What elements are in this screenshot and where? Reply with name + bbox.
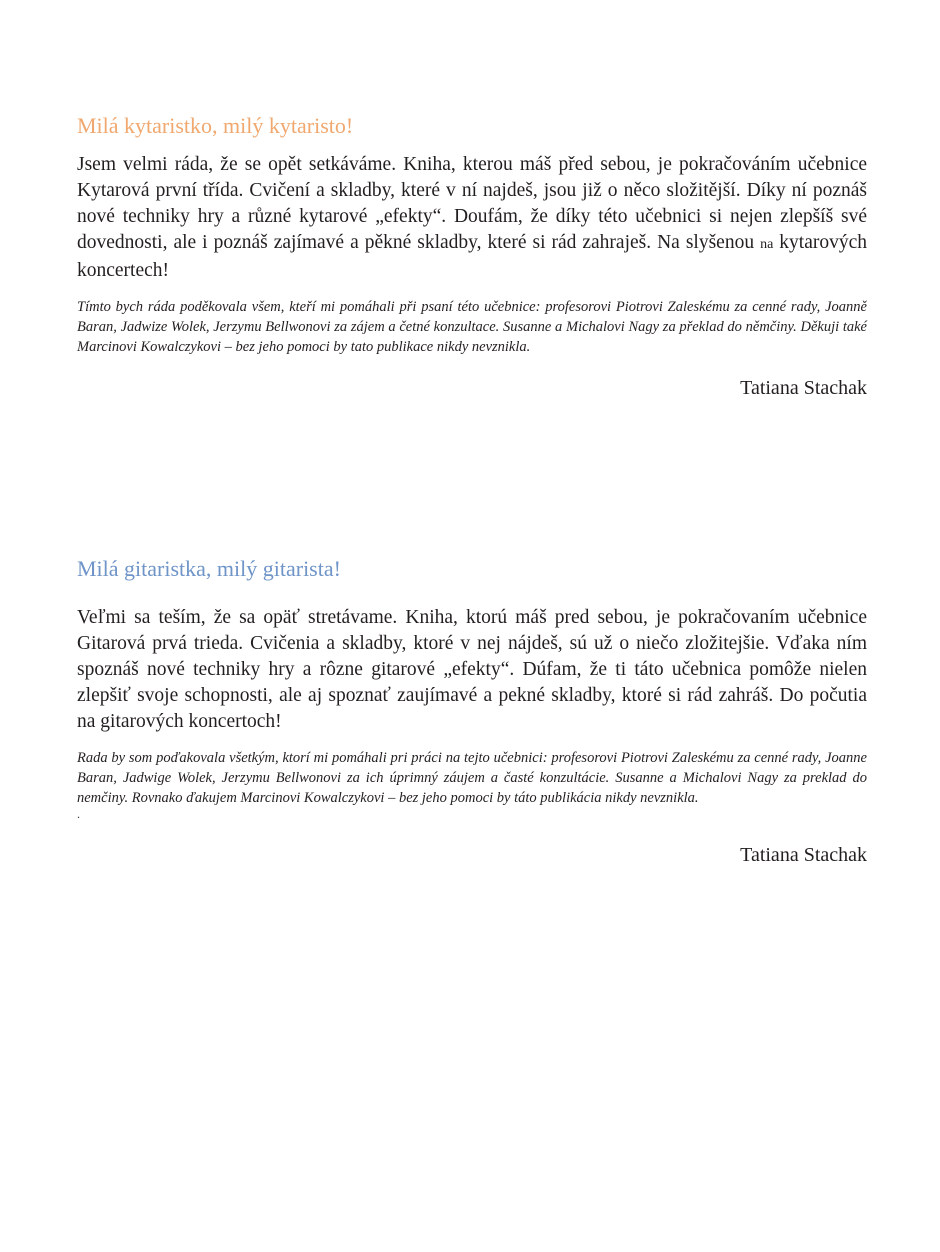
slovak-greeting: Milá gitaristka, milý gitarista! xyxy=(77,556,341,581)
czech-acknowledgements: Tímto bych ráda poděkovala všem, kteří mi pomáhali při psaní této učebnice: profesorovi Piotrovi Zaleskému za cenné rady, Joanně Baran, Jadwize Wolek, Jerzymu Bellwonovi za zájem a četné konzultace. Susanne a Michalovi Nagy za překlad do němčiny. Děkuji také Marcinovi Kowalczykovi – bez jeho pomoci by tato publikace nikdy nevznikla. xyxy=(77,299,867,355)
czech-body-paragraph xyxy=(77,152,867,284)
slovak-section xyxy=(77,553,867,868)
czech-body-end-text: kytarových koncertech! xyxy=(77,232,867,281)
czech-greeting: Milá kytaristko, milý kytaristo! xyxy=(77,113,354,138)
slovak-acknowledgements: Rada by som poďakovala všetkým, ktorí mi pomáhali pri práci na tejto učebnici: profesorovi Piotrovi Zaleskému za cenné rady, Joanne Baran, Jadwige Wolek, Jerzymu Bellwonovi za ich úprimný záujem a časté konzultácie. Susanne a Michalovi Nagy za preklad do nemčiny. Rovnako ďakujem Marcinovi Kowalczykovi – bez jeho pomoci by táto publikácia nikdy nevznikla. xyxy=(77,750,867,806)
slovak-stray-mark: . xyxy=(77,807,80,821)
czech-signature: Tatiana Stachak xyxy=(740,377,867,399)
slovak-signature: Tatiana Stachak xyxy=(740,844,867,866)
czech-body-text: Jsem velmi ráda, že se opět setkáváme. Kniha, kterou máš před sebou, je pokračováním učebnice Kytarová první třída. Cvičení a skladby, které v ní najdeš, jsou již o něco složitější. Díky ní poznáš nové techniky hry a různé kytarové „efekty“. Doufám, že díky této učebnici si nejen zlepšíš své dovednosti, ale i poznáš zajímavé a pěkné skladby, které si rád zahraješ. Na slyšenou xyxy=(77,154,867,253)
slovak-body-paragraph: Veľmi sa teším, že sa opäť stretávame. Kniha, ktorú máš pred sebou, je pokračovaním učebnice Gitarová prvá trieda. Cvičenia a skladby, ktoré v nej nájdeš, sú už o niečo zložitejšie. Vďaka ním spoznáš nové techniky hry a rôzne gitarové „efekty“. Dúfam, že ti táto učebnica pomôže nielen zlepšiť svoje schopnosti, ale aj spoznať zaujímavé a pekné skladby, ktoré si rád zahráš. Do počutia na gitarových koncertoch! xyxy=(77,607,867,732)
czech-body-small-text: na xyxy=(760,237,774,252)
czech-section xyxy=(77,110,867,401)
